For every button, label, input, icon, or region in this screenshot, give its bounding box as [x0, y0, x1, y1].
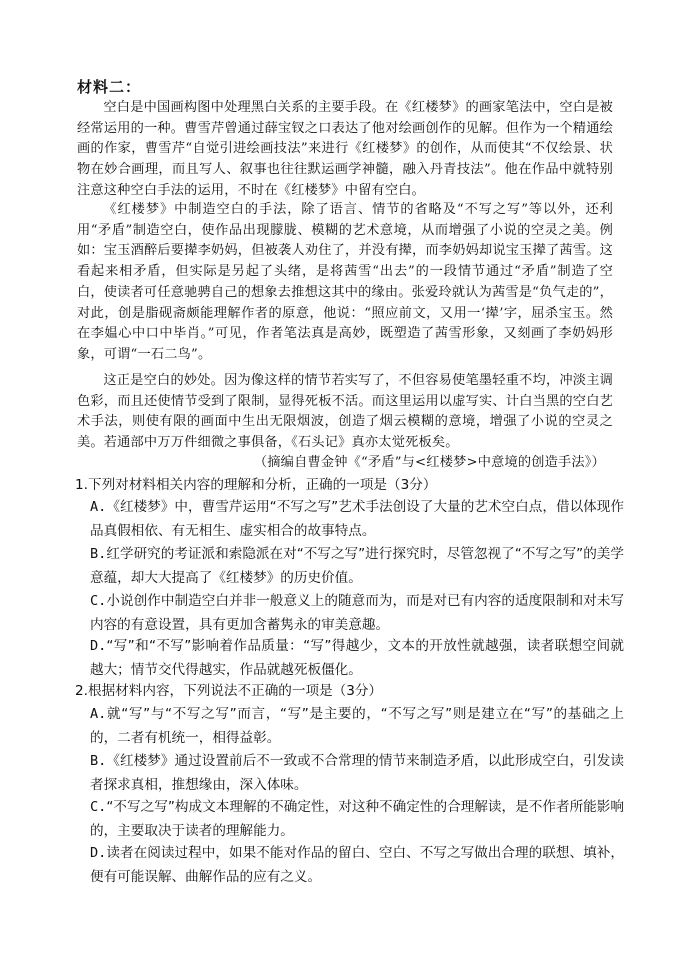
option-text: 《红楼梦》中，曹雪芹运用“不写之写”艺术手法创设了大量的艺术空白点，借以体现作品真假相依、有无相生、虚实相合的故事特点。: [90, 499, 624, 539]
option-text: 读者在阅读过程中，如果不能对作品的留白、空白、不写之写做出合理的联想、填补，便有可能误解、曲解作品的应有之义。: [90, 845, 624, 885]
passage-paragraph-1: 空白是中国画构图中处理黑白关系的主要手段。在《红楼梦》的画家笔法中，空白是被经常运用的一种。曹雪芹曾通过薛宝钗之口表达了他对绘画创作的见解。但作为一个精通绘画的作家，曹雪芹“自觉引进绘画技法”来进行《红楼梦》的创作，从而使其“不仅绘景、状物在妙合画理，而且写人、叙事也往往默运画学神髓，融入丹青技法”。他在作品中就特别注意这种空白手法的运用，不时在《红楼梦》中留有空白。: [77, 100, 613, 198]
question-2-title: 2.根据材料内容，下列说法不正确的一项是（3分）: [75, 683, 383, 699]
option-text: 小说创作中制造空白并非一般意义上的随意而为，而是对已有内容的适度限制和对未写内容的有意设置，具有更加含蓄隽永的审美意趣。: [90, 593, 624, 633]
passage-paragraph-2: 《红楼梦》中制造空白的手法，除了语言、情节的省略及“不写之写”等以外，还利用“矛盾”制造空白，使作品出现朦胧、模糊的艺术意境，从而增强了小说的空灵之美。例如：宝玉酒醉后要撵李奶妈，但被袭人劝住了，并没有撵，而李奶妈却说宝玉撵了茜雪。这看起来相矛盾，但实际是另起了头绪，是将茜雪“出去”的一段情节通过“矛盾”制造了空白，使读者可任意驰骋自己的想象去推想这其中的缘由。张爱玲就认为茜雪是“负气走的”，对此，创是脂砚斋颇能理解作者的原意，他说：“照应前文，又用一‘撵’字，屈杀宝玉。然在李媪心中口中毕肖。”可见，作者笔法真是高妙，既塑造了茜雪形象，又刻画了李奶妈形象，可谓“一石二鸟”。: [77, 202, 613, 362]
material-heading: 材料二：: [77, 78, 142, 96]
option-text: 红学研究的考证派和索隐派在对“不写之写”进行探究时，尽管忽视了“不写之写”的美学意蕴，却大大提高了《红楼梦》的历史价值。: [90, 546, 624, 586]
question-2-option-a: [90, 703, 624, 750]
option-label: A.: [90, 706, 107, 722]
option-label: C.: [90, 799, 107, 815]
option-text: 就“写”与“不写之写”而言，“写”是主要的，“不写之写”则是建立在“写”的基础之上的，二者有机统一，相得益彰。: [90, 706, 624, 746]
option-label: D.: [90, 845, 107, 861]
question-1-option-c: [90, 590, 624, 637]
source-citation: （摘编自曹金钟《“矛盾”与<红楼梦>中意境的创造手法》）: [253, 455, 605, 470]
option-label: B.: [90, 753, 107, 769]
option-text: “写”和“不写”影响着作品质量：“写”得越少，文本的开放性就越强，读者联想空间就越大；情节交代得越实，作品就越死板僵化。: [90, 638, 624, 678]
question-1-option-a: [90, 496, 624, 543]
option-text: “不写之写”构成文本理解的不确定性，对这种不确定性的合理解读，是不作者所能影响的，主要取决于读者的理解能力。: [90, 799, 624, 839]
question-2-option-c: [90, 796, 624, 843]
option-text: 《红楼梦》通过设置前后不一致或不合常理的情节来制造矛盾，以此形成空白，引发读者探求真相，推想缘由，深入体味。: [90, 753, 624, 793]
question-2-option-d: [90, 842, 624, 889]
option-label: C.: [90, 593, 107, 609]
question-2-option-b: [90, 750, 624, 797]
question-1-option-d: [90, 635, 624, 682]
option-label: D.: [90, 638, 107, 654]
option-label: B.: [90, 546, 107, 562]
question-1-title: 1.下列对材料相关内容的理解和分析，正确的一项是（3分）: [75, 477, 437, 493]
question-1-option-b: [90, 543, 624, 590]
option-label: A.: [90, 499, 107, 515]
passage-paragraph-3: 这正是空白的妙处。因为像这样的情节若实写了，不但容易使笔墨轻重不均，冲淡主调色彩，而且还使情节受到了限制，显得死板不活。而这里运用以虚写实、计白当黑的空白艺术手法，则使有限的画面中生出无限烟波，创造了烟云模糊的意境，增强了小说的空灵之美。若通部中万万件细微之事俱备，《石头记》真亦太觉死板矣。: [77, 373, 613, 451]
